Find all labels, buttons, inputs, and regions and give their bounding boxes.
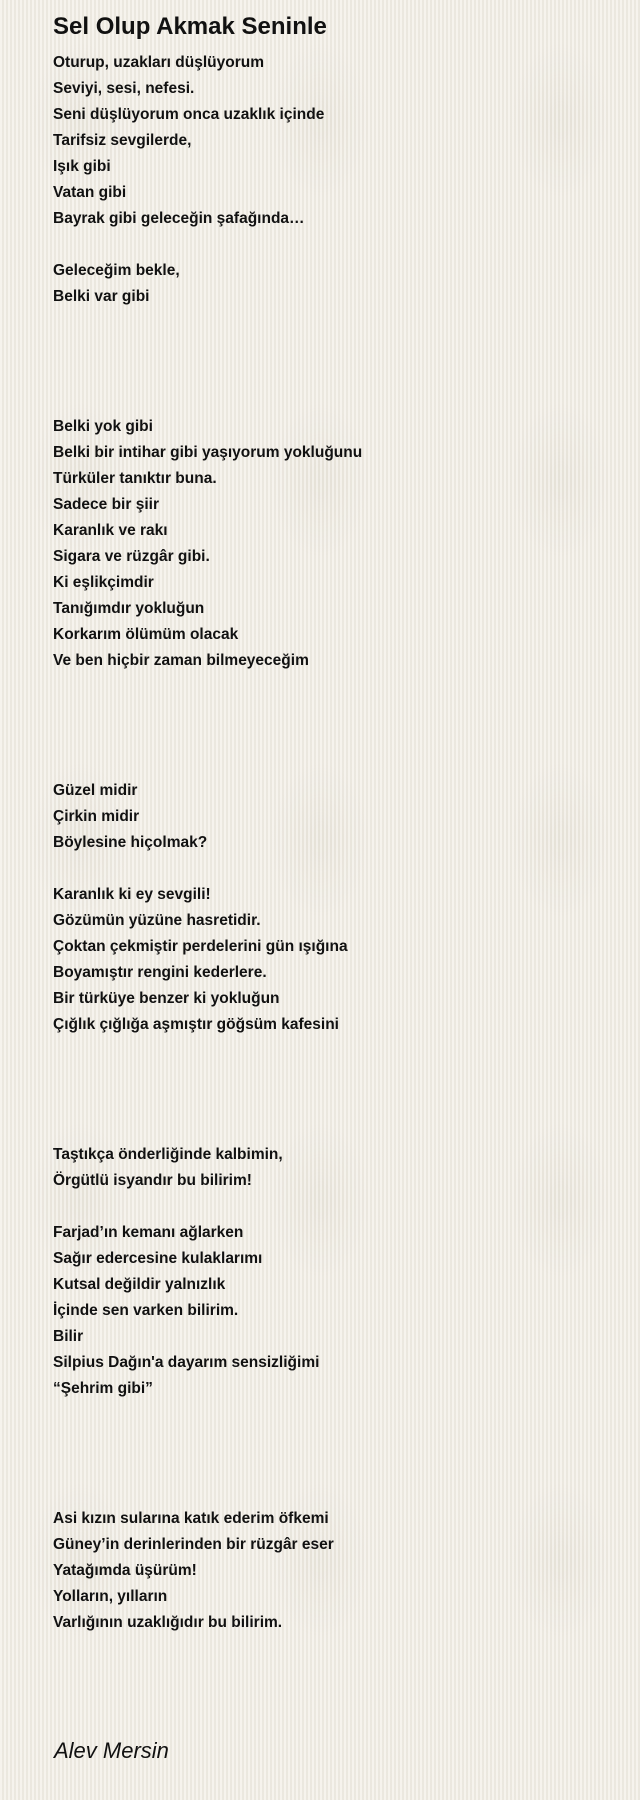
poem-line <box>53 1480 613 1506</box>
poem-line <box>53 752 613 778</box>
poem-line: Belki yok gibi <box>53 418 153 435</box>
poem-line: Örgütlü isyandır bu bilirim! <box>53 1172 252 1189</box>
poem-line: “Şehrim gibi” <box>53 1380 153 1397</box>
poem-line <box>53 1428 613 1454</box>
poem-line: Karanlık ve rakı <box>53 522 168 539</box>
poem-line: Çirkin midir <box>53 808 140 825</box>
poem-line <box>53 310 613 336</box>
poem-line <box>53 1116 613 1142</box>
poem-line: Asi kızın sularına katık ederim öfkemi <box>53 1510 329 1527</box>
poem-title: Sel Olup Akmak Seninle <box>53 13 327 40</box>
poem-line: Yolların, yılların <box>53 1588 168 1605</box>
poem-line: Bir türküye benzer ki yokluğun <box>53 990 280 1007</box>
poem-line: Bilir <box>53 1328 84 1345</box>
poem-line <box>53 1090 613 1116</box>
poem-line: Sağır edercesine kulaklarımı <box>53 1250 263 1267</box>
poem-line <box>53 362 613 388</box>
poem-line <box>53 1064 613 1090</box>
poem-line: Vatan gibi <box>53 184 127 201</box>
poem-line: Oturup, uzakları düşlüyorum <box>53 54 264 71</box>
poem-page <box>53 10 613 1636</box>
poem-line <box>53 336 613 362</box>
poem-line: Silpius Dağın'a dayarım sensizliğimi <box>53 1354 320 1371</box>
poem-line: Bayrak gibi geleceğin şafağında… <box>53 210 305 227</box>
poem-line: İçinde sen varken bilirim. <box>53 1302 239 1319</box>
poem-line <box>53 700 613 726</box>
poem-line: Farjad’ın kemanı ağlarken <box>53 1224 244 1241</box>
poem-body <box>53 50 613 1636</box>
poem-line <box>53 1402 613 1428</box>
poem-line: Işık gibi <box>53 158 111 175</box>
poem-line: Ki eşlikçimdir <box>53 574 154 591</box>
poem-line: Belki bir intihar gibi yaşıyorum yokluğunu <box>53 444 363 461</box>
poem-line: Yatağımda üşürüm! <box>53 1562 197 1579</box>
poem-line: Seni düşlüyorum onca uzaklık içinde <box>53 106 325 123</box>
poem-line: Sigara ve rüzgâr gibi. <box>53 548 210 565</box>
poem-line: Türküler tanıktır buna. <box>53 470 217 487</box>
poem-line: Gözümün yüzüne hasretidir. <box>53 912 261 929</box>
poem-line: Boyamıştır rengini kederlere. <box>53 964 267 981</box>
poem-line: Tanığımdır yokluğun <box>53 600 205 617</box>
poem-line <box>53 388 613 414</box>
poem-line <box>53 1194 613 1220</box>
poem-line: Sadece bir şiir <box>53 496 159 513</box>
poem-line <box>53 232 613 258</box>
poem-line <box>53 856 613 882</box>
poem-line: Varlığının uzaklığıdır bu bilirim. <box>53 1614 283 1631</box>
poem-line <box>53 1038 613 1064</box>
poem-line: Güney’in derinlerinden bir rüzgâr eser <box>53 1536 334 1553</box>
poem-line <box>53 726 613 752</box>
poem-line: Çoktan çekmiştir perdelerini gün ışığına <box>53 938 348 955</box>
poem-line <box>53 1454 613 1480</box>
poem-line: Korkarım ölümüm olacak <box>53 626 239 643</box>
poem-line: Tarifsiz sevgilerde, <box>53 132 192 149</box>
poem-line: Çığlık çığlığa aşmıştır göğsüm kafesini <box>53 1016 339 1033</box>
poem-line: Geleceğim bekle, <box>53 262 180 279</box>
poem-line: Belki var gibi <box>53 288 150 305</box>
poem-line: Kutsal değildir yalnızlık <box>53 1276 226 1293</box>
poem-line: Güzel midir <box>53 782 138 799</box>
poem-line: Karanlık ki ey sevgili! <box>53 886 211 903</box>
poem-line: Ve ben hiçbir zaman bilmeyeceğim <box>53 652 309 669</box>
poem-line <box>53 674 613 700</box>
poem-line: Böylesine hiçolmak? <box>53 834 208 851</box>
poem-line: Seviyi, sesi, nefesi. <box>53 80 195 97</box>
poem-line: Taştıkça önderliğinde kalbimin, <box>53 1146 283 1163</box>
poem-author: Alev Mersin <box>54 1738 169 1763</box>
